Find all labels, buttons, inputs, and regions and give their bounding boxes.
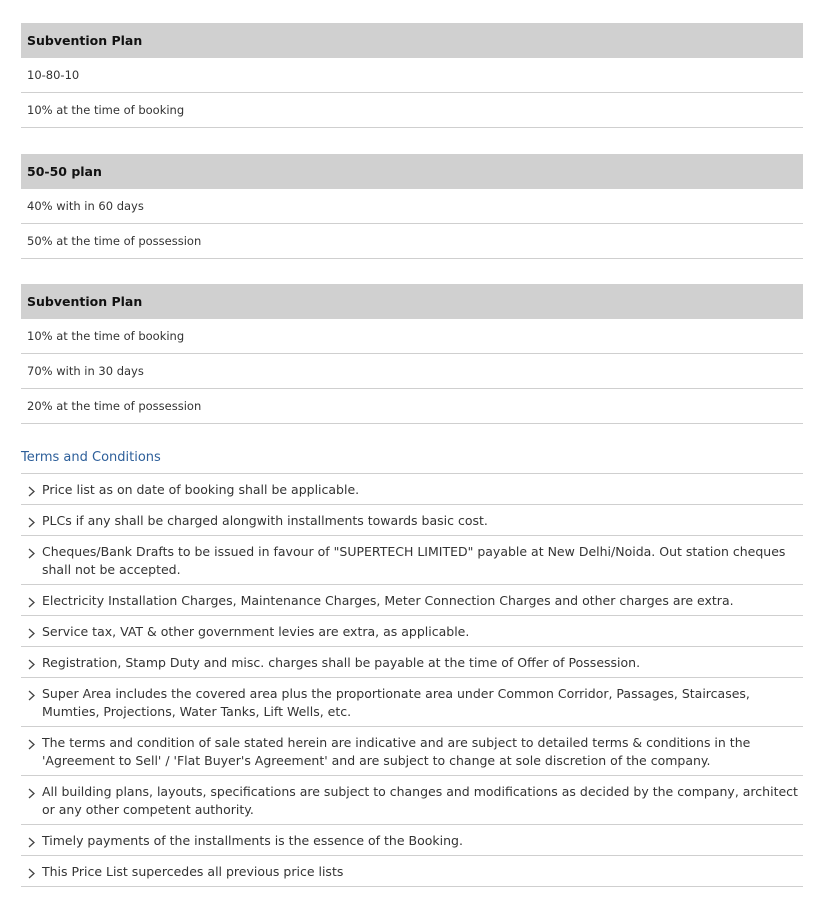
terms-list-item [21,647,803,678]
terms-item-text: Electricity Installation Charges, Maintenance Charges, Meter Connection Charges and other charges are extra. [42,593,734,608]
terms-item-text: Cheques/Bank Drafts to be issued in favour of "SUPERTECH LIMITED" payable at New Delhi/Noida. Out station cheques shall not be accepted. [42,544,786,577]
plan-row: 50% at the time of possession [21,224,803,259]
plan-row: 70% with in 30 days [21,354,803,389]
terms-list-item [21,536,803,585]
plan-title: Subvention Plan [21,23,803,58]
terms-list-item [21,505,803,536]
plan-row: 40% with in 60 days [21,189,803,224]
chevron-right-icon [21,685,42,701]
terms-item-text: All building plans, layouts, specifications are subject to changes and modifications as decided by the company, architect or any other competent authority. [42,784,798,817]
terms-item-text: The terms and condition of sale stated herein are indicative and are subject to detailed terms & conditions in the 'Agreement to Sell' / 'Flat Buyer's Agreement' and are subject to change at sole discretion of the company. [42,735,751,768]
chevron-right-icon [21,512,42,528]
chevron-right-icon [21,734,42,750]
chevron-right-icon [21,783,42,799]
chevron-right-icon [21,592,42,608]
plan-row: 10% at the time of booking [21,319,803,354]
payment-plan-subvention-2 [21,284,803,424]
terms-list-item [21,856,803,887]
chevron-right-icon [21,481,42,497]
chevron-right-icon [21,863,42,879]
terms-item-text: Registration, Stamp Duty and misc. charges shall be payable at the time of Offer of Possession. [42,655,641,670]
chevron-right-icon [21,543,42,559]
terms-list-item [21,616,803,647]
plan-title: 50-50 plan [21,154,803,189]
terms-item-text: Super Area includes the covered area plus the proportionate area under Common Corridor, Passages, Staircases, Mumties, Projections, Water Tanks, Lift Wells, etc. [42,686,750,719]
terms-item-text: Price list as on date of booking shall be applicable. [42,482,360,497]
terms-list-item [21,727,803,776]
plan-row: 10% at the time of booking [21,93,803,128]
plan-title: Subvention Plan [21,284,803,319]
payment-plan-50-50 [21,154,803,259]
terms-list-item [21,585,803,616]
terms-list-item [21,474,803,505]
terms-item-text: Timely payments of the installments is the essence of the Booking. [42,833,463,848]
terms-list-item [21,825,803,856]
plan-row: 20% at the time of possession [21,389,803,424]
terms-list [21,474,803,887]
chevron-right-icon [21,654,42,670]
terms-item-text: Service tax, VAT & other government levies are extra, as applicable. [42,624,470,639]
plan-row: 10-80-10 [21,58,803,93]
terms-title: Terms and Conditions [21,447,803,474]
terms-and-conditions [21,447,803,887]
terms-item-text: PLCs if any shall be charged alongwith installments towards basic cost. [42,513,488,528]
chevron-right-icon [21,623,42,639]
terms-item-text: This Price List supercedes all previous price lists [42,864,344,879]
terms-list-item [21,678,803,727]
terms-list-item [21,776,803,825]
payment-plan-subvention-1 [21,23,803,128]
chevron-right-icon [21,832,42,848]
